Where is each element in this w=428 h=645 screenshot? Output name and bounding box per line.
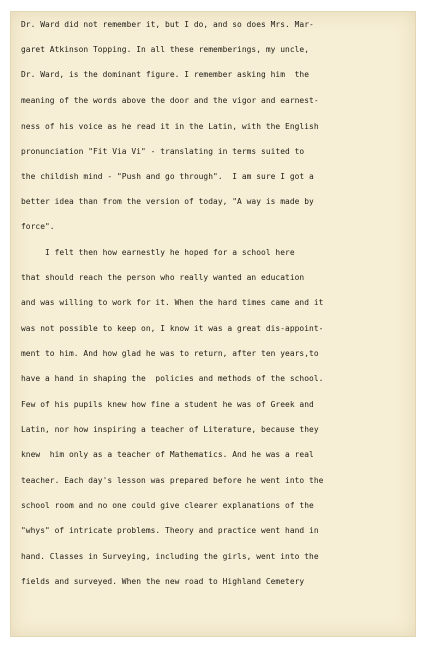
text-line: fields and surveyed. When the new road to Highland Cemetery <box>21 577 305 586</box>
text-line: Latin, nor how inspiring a teacher of Literature, because they <box>21 425 319 434</box>
text-line: Dr. Ward, is the dominant figure. I remember asking him the <box>21 70 310 79</box>
text-line: was not possible to keep on, I know it was a great dis-appoint- <box>21 324 324 333</box>
text-line: teacher. Each day's lesson was prepared before he went into the <box>21 476 324 485</box>
page-text <box>11 12 415 636</box>
text-line: "whys" of intricate problems. Theory and practice went hand in <box>21 526 319 535</box>
text-line: Few of his pupils knew how fine a student he was of Greek and <box>21 400 314 409</box>
text-line: pronunciation "Fit Via Vi" - translating in terms suited to <box>21 147 305 156</box>
text-line: that should reach the person who really wanted an education <box>21 273 305 282</box>
text-line: I felt then how earnestly he hoped for a school here <box>21 248 295 257</box>
text-line: hand. Classes in Surveying, including the girls, went into the <box>21 552 319 561</box>
text-line: meaning of the words above the door and the vigor and earnest- <box>21 96 319 105</box>
text-line: force". <box>21 222 55 231</box>
text-line: have a hand in shaping the policies and methods of the school. <box>21 374 324 383</box>
text-line: and was willing to work for it. When the hard times came and it <box>21 298 324 307</box>
typewritten-page <box>10 11 416 637</box>
text-line: better idea than from the version of today, "A way is made by <box>21 197 314 206</box>
text-line: ment to him. And how glad he was to return, after ten years,to <box>21 349 319 358</box>
text-line: school room and no one could give clearer explanations of the <box>21 501 314 510</box>
text-line: the childish mind - "Push and go through". I am sure I got a <box>21 172 314 181</box>
text-line: Dr. Ward did not remember it, but I do, and so does Mrs. Mar- <box>21 20 314 29</box>
text-line: garet Atkinson Topping. In all these rememberings, my uncle, <box>21 45 310 54</box>
text-line: knew him only as a teacher of Mathematics. And he was a real <box>21 450 314 459</box>
text-line: ness of his voice as he read it in the Latin, with the English <box>21 122 319 131</box>
